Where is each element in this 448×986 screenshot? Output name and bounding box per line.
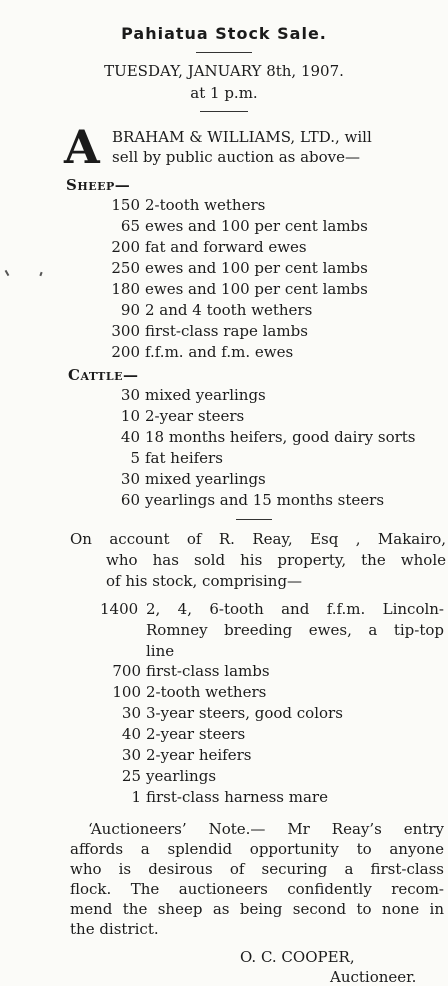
note-line-3: who is desirous of securing a first-class bbox=[70, 860, 444, 878]
reay-item-qty: 30 bbox=[121, 704, 141, 722]
sheep-item-desc: f.f.m. and f.m. ewes bbox=[145, 343, 294, 361]
reay-first-line-1: 2, 4, 6-tooth and f.f.m. Lincoln- bbox=[146, 600, 444, 618]
account-line-1: On account of R. Reay, Esq , Makairo, bbox=[70, 530, 446, 548]
cattle-item-qty: 30 bbox=[120, 386, 140, 404]
sheep-heading: Sheep— bbox=[66, 176, 131, 194]
account-line-2: who has sold his property, the whole bbox=[106, 551, 446, 569]
reay-item-qty: 1 bbox=[131, 788, 141, 806]
sheep-item-qty: 90 bbox=[120, 301, 140, 319]
margin-mark bbox=[5, 270, 10, 276]
sheep-item-qty: 180 bbox=[111, 280, 140, 298]
reay-item-qty: 100 bbox=[112, 683, 141, 701]
sheep-item-desc: ewes and 100 per cent lambs bbox=[145, 259, 368, 277]
sheep-item-desc: 2-tooth wethers bbox=[145, 196, 266, 214]
reay-item-qty: 40 bbox=[121, 725, 141, 743]
reay-item-qty: 25 bbox=[121, 767, 141, 785]
date-rule bbox=[200, 111, 248, 112]
sheep-item-qty: 250 bbox=[111, 259, 140, 277]
cattle-item-qty: 40 bbox=[120, 428, 140, 446]
notice-title: Pahiatua Stock Sale. bbox=[121, 24, 327, 43]
cattle-item-desc: mixed yearlings bbox=[145, 470, 266, 488]
reay-item-qty: 30 bbox=[121, 746, 141, 764]
intro-line-1: BRAHAM & WILLIAMS, LTD., will bbox=[112, 128, 372, 146]
cattle-item-qty: 30 bbox=[120, 470, 140, 488]
sheep-item-qty: 200 bbox=[111, 238, 140, 256]
reay-item-desc: first-class lambs bbox=[146, 662, 270, 680]
sale-date: TUESDAY, JANUARY 8th, 1907. bbox=[104, 62, 344, 80]
reay-item-qty: 700 bbox=[112, 662, 141, 680]
cattle-item-qty: 5 bbox=[130, 449, 140, 467]
sheep-item-desc: ewes and 100 per cent lambs bbox=[145, 280, 368, 298]
cattle-item-desc: fat heifers bbox=[145, 449, 223, 467]
cattle-item-desc: mixed yearlings bbox=[145, 386, 266, 404]
cattle-heading: Cattle— bbox=[68, 366, 139, 384]
reay-item-desc: 2-year steers bbox=[146, 725, 246, 743]
account-line-3: of his stock, comprising— bbox=[106, 572, 303, 590]
cattle-item-qty: 60 bbox=[120, 491, 140, 509]
reay-item-desc: 3-year steers, good colors bbox=[146, 704, 343, 722]
sheep-item-qty: 300 bbox=[111, 322, 140, 340]
sheep-item-qty: 200 bbox=[111, 343, 140, 361]
title-rule bbox=[196, 52, 252, 53]
note-line-6: the district. bbox=[70, 920, 159, 938]
sheep-item-qty: 150 bbox=[111, 196, 140, 214]
reay-item-desc: yearlings bbox=[146, 767, 217, 785]
reay-first-qty: 1400 bbox=[100, 600, 139, 618]
note-line-4: flock. The auctioneers confidently recom- bbox=[70, 880, 444, 898]
sheep-item-desc: ewes and 100 per cent lambs bbox=[145, 217, 368, 235]
reay-item-desc: 2-year heifers bbox=[146, 746, 252, 764]
sheep-item-desc: first-class rape lambs bbox=[145, 322, 308, 340]
sheep-item-desc: 2 and 4 tooth wethers bbox=[145, 301, 313, 319]
cattle-item-desc: yearlings and 15 months steers bbox=[145, 491, 385, 509]
cattle-item-desc: 2-year steers bbox=[145, 407, 245, 425]
reay-item-desc: first-class harness mare bbox=[146, 788, 328, 806]
cattle-item-desc: 18 months heifers, good dairy sorts bbox=[145, 428, 416, 446]
note-line-2: affords a splendid opportunity to anyone bbox=[70, 840, 444, 858]
cattle-item-qty: 10 bbox=[120, 407, 140, 425]
sale-time: at 1 p.m. bbox=[190, 84, 258, 102]
reay-first-line-3: line bbox=[146, 642, 175, 660]
section-rule bbox=[236, 519, 272, 520]
intro-line-2: sell by public auction as above— bbox=[112, 148, 361, 166]
note-line-1: ‘Auctioneers’ Note.— Mr Reay’s entry bbox=[88, 820, 444, 838]
reay-item-desc: 2-tooth wethers bbox=[146, 683, 267, 701]
sheep-item-desc: fat and forward ewes bbox=[145, 238, 307, 256]
drop-cap: A bbox=[64, 120, 100, 174]
margin-mark bbox=[39, 272, 42, 276]
signature-role: Auctioneer. bbox=[330, 968, 417, 986]
note-line-5: mend the sheep as being second to none in bbox=[70, 900, 444, 918]
signature-name: O. C. COOPER, bbox=[240, 948, 355, 966]
reay-first-line-2: Romney breeding ewes, a tip-top bbox=[146, 621, 444, 639]
sheep-item-qty: 65 bbox=[120, 217, 140, 235]
